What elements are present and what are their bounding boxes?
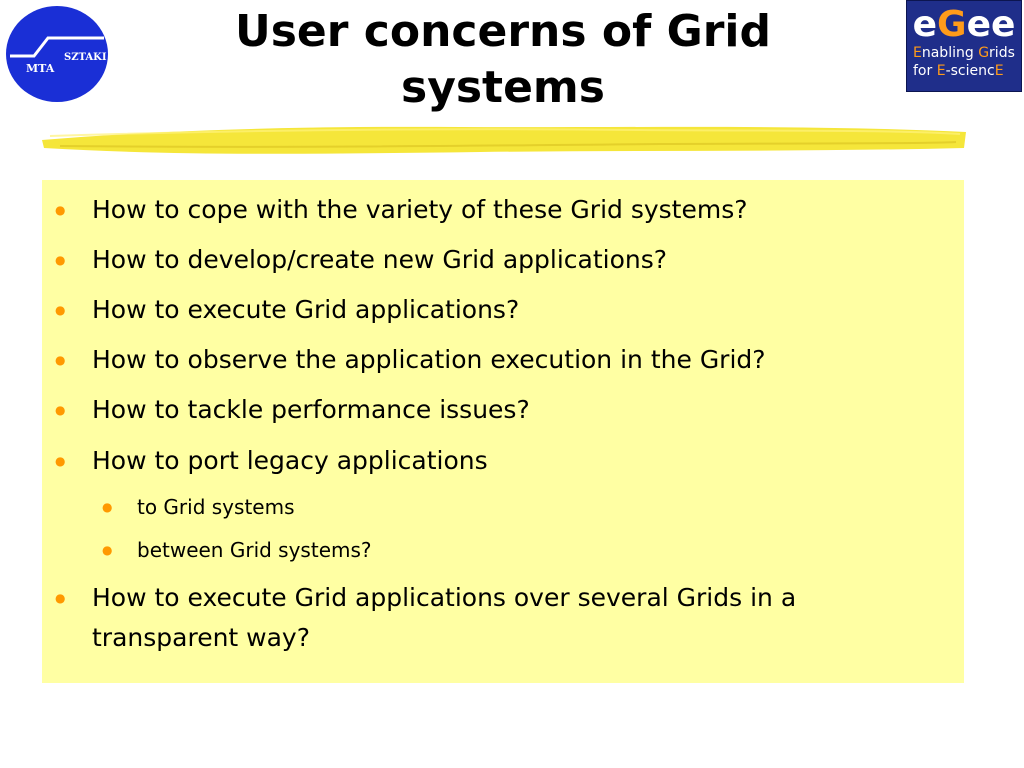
- sub-list-item-text: to Grid systems: [137, 495, 295, 519]
- bullet-dot-icon: ●: [102, 543, 113, 557]
- egee-brand-ee: ee: [966, 4, 1016, 45]
- bullet-dot-icon: ●: [55, 303, 66, 317]
- egee-logo: [906, 0, 1022, 92]
- list-item-text: How to port legacy applications: [92, 446, 488, 475]
- list-item-text: How to observe the application execution in the Grid?: [92, 345, 766, 374]
- bullet-dot-icon: ●: [55, 403, 66, 417]
- list-item-text: How to cope with the variety of these Grid systems?: [92, 195, 748, 224]
- slide-title: User concerns of Grid systems: [235, 6, 771, 113]
- mta-sztaki-logo: [4, 4, 110, 104]
- brush-stroke-divider: [40, 118, 968, 162]
- egee-tagline-2: for E-sciencE: [913, 63, 1004, 79]
- egee-brand-e: e: [912, 4, 937, 45]
- bullet-dot-icon: ●: [55, 591, 66, 605]
- list-item-text: How to execute Grid applications over several Grids in a transparent way?: [92, 583, 797, 652]
- bullet-dot-icon: ●: [55, 253, 66, 267]
- egee-brand-g: G: [937, 4, 967, 45]
- list-item-text: How to develop/create new Grid applications?: [92, 245, 668, 274]
- bullet-dot-icon: ●: [55, 454, 66, 468]
- egee-brand: [907, 5, 1021, 45]
- bullet-dot-icon: ●: [55, 203, 66, 217]
- bullet-dot-icon: ●: [55, 353, 66, 367]
- list-item-text: How to execute Grid applications?: [92, 295, 520, 324]
- bullet-dot-icon: ●: [102, 500, 113, 514]
- sztaki-text: SZTAKI: [64, 52, 107, 63]
- content-box: [42, 180, 964, 683]
- mta-text: MTA: [26, 62, 55, 75]
- egee-tagline-1: Enabling Grids: [913, 45, 1015, 61]
- sub-list-item-text: between Grid systems?: [137, 538, 372, 562]
- list-item-text: How to tackle performance issues?: [92, 395, 530, 424]
